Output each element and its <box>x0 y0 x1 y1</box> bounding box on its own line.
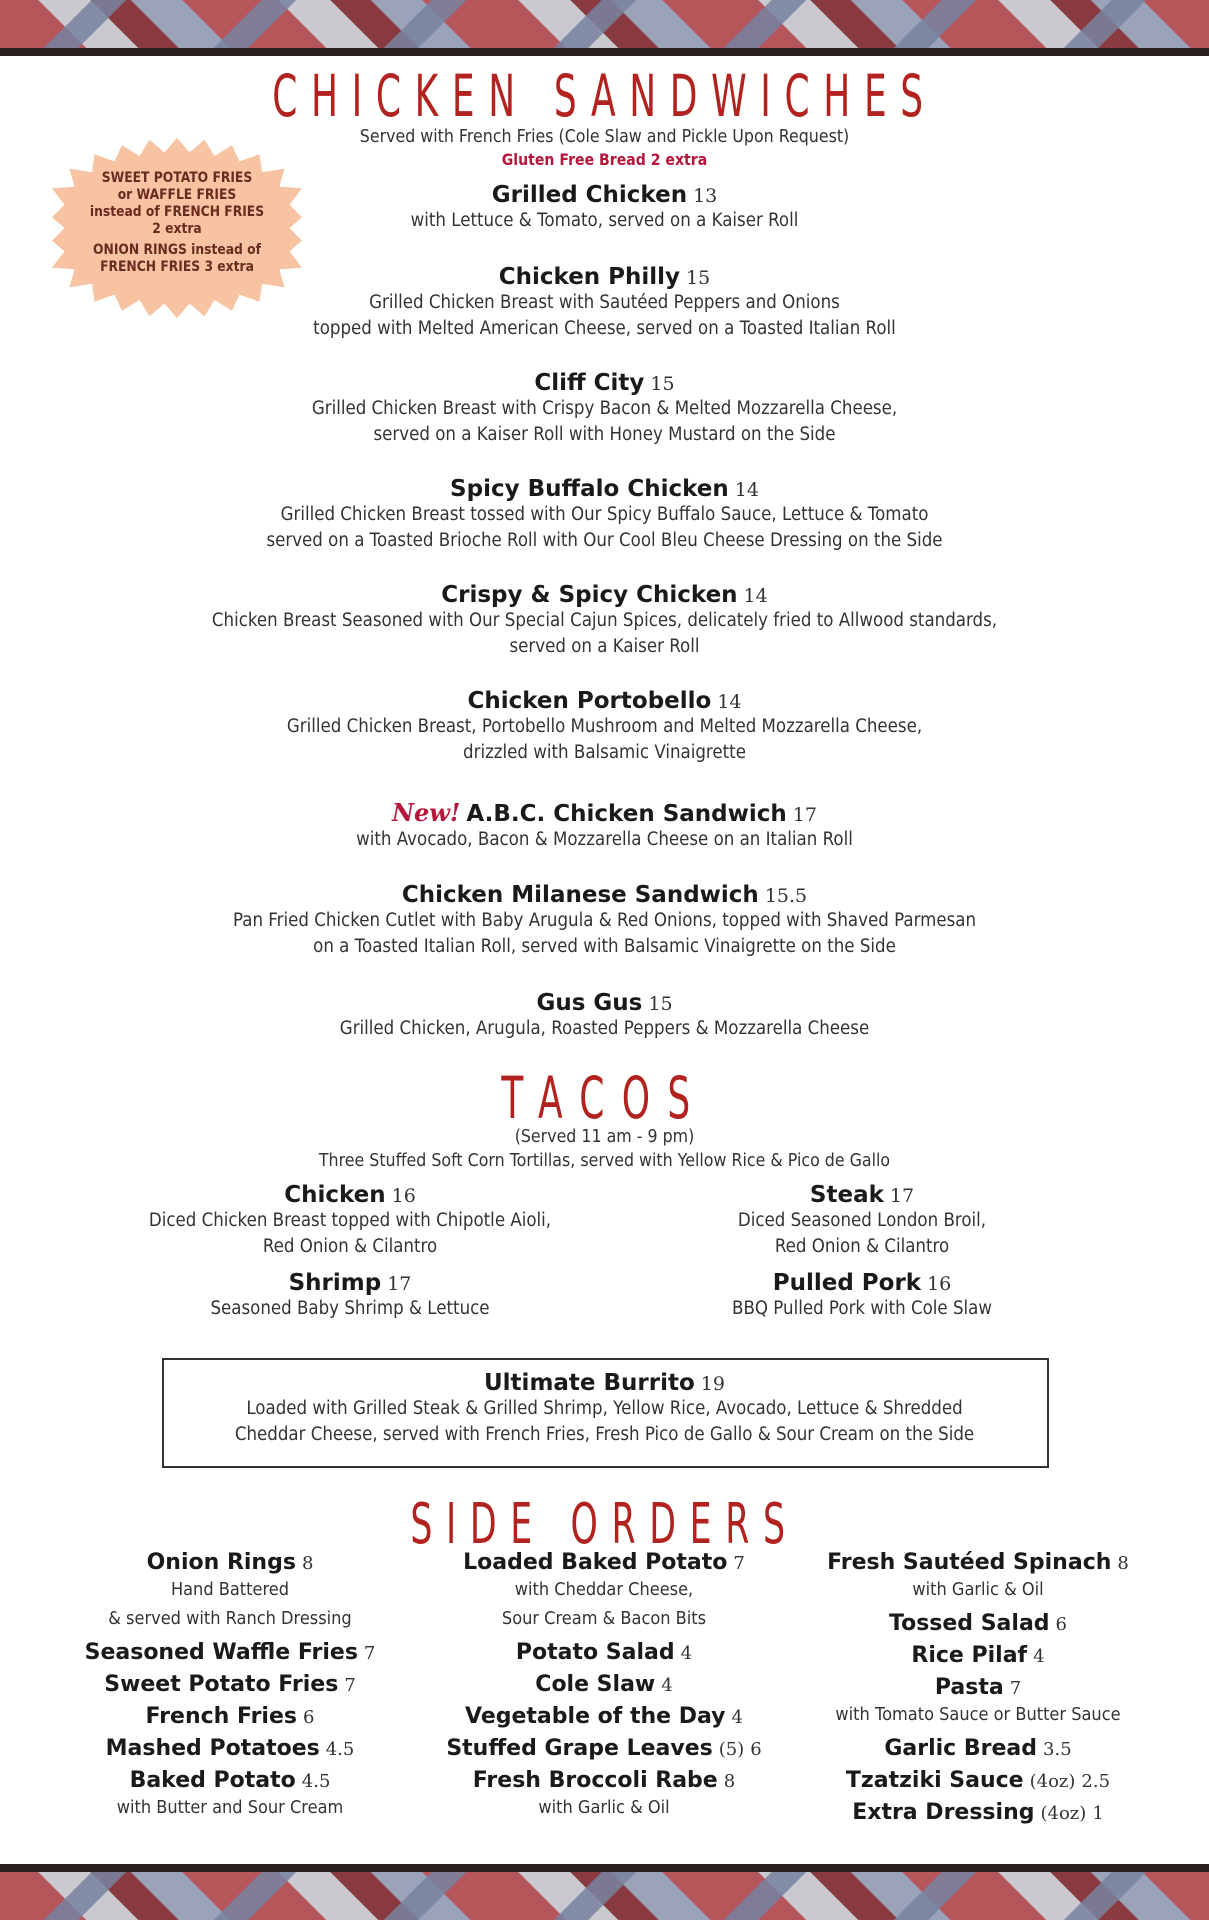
item-price: 8 <box>1117 1553 1129 1574</box>
gluten-free-note: Gluten Free Bread 2 extra <box>501 150 708 169</box>
item-name: Fresh Sautéed Spinach <box>827 1550 1112 1575</box>
item-price: 15 <box>686 267 711 289</box>
item-desc: with Garlic & Oil <box>912 1579 1044 1600</box>
item-name: Chicken Milanese Sandwich <box>401 882 759 908</box>
item-price: 3.5 <box>1043 1739 1072 1760</box>
side-item-stuffed-grape-leaves <box>414 1736 794 1761</box>
side-item-sweet-potato-fries <box>40 1672 420 1697</box>
item-price: 1 <box>1092 1803 1104 1824</box>
taco-item-steak <box>622 1182 1102 1260</box>
item-desc: drizzled with Balsamic Vinaigrette <box>463 742 746 763</box>
item-desc: Seasoned Baby Shrimp & Lettuce <box>210 1298 490 1319</box>
side-item-baked-potato <box>40 1768 420 1822</box>
item-price: 14 <box>743 585 768 607</box>
item-name: Ultimate Burrito <box>484 1370 695 1396</box>
item-price: 17 <box>387 1273 412 1295</box>
item-desc: with Lettuce & Tomato, served on a Kaiser Roll <box>410 210 799 231</box>
burst-line: SWEET POTATO FRIES <box>101 170 253 186</box>
side-orders-column-2 <box>414 1550 794 1829</box>
tacos-hours: (Served 11 am - 9 pm) <box>514 1126 695 1147</box>
item-name: Rice Pilaf <box>911 1643 1028 1668</box>
item-name: Crispy & Spicy Chicken <box>441 582 738 608</box>
item-name: Potato Salad <box>515 1640 675 1665</box>
item-price: 4.5 <box>325 1739 355 1760</box>
item-price: 16 <box>391 1185 416 1207</box>
chicken-sandwiches-title: CHICKEN SANDWICHES <box>272 62 937 130</box>
menu-item-abc-chicken-sandwich <box>100 798 1109 853</box>
burst-line: or WAFFLE FRIES <box>117 187 237 203</box>
burst-line: 2 extra <box>152 221 202 237</box>
taco-item-pulled-pork <box>622 1270 1102 1322</box>
burst-line: instead of FRENCH FRIES <box>89 204 265 220</box>
item-desc: Hand Battered <box>170 1579 290 1600</box>
item-name: Tossed Salad <box>889 1611 1050 1636</box>
side-item-pasta <box>788 1675 1168 1729</box>
item-desc: Diced Seasoned London Broil, <box>737 1210 987 1231</box>
item-desc: served on a Kaiser Roll with Honey Mustard on the Side <box>373 424 836 445</box>
item-price: 6 <box>303 1707 315 1728</box>
item-desc: topped with Melted American Cheese, served on a Toasted Italian Roll <box>313 318 896 339</box>
item-desc: Red Onion & Cilantro <box>774 1236 950 1257</box>
item-price: 17 <box>889 1185 915 1207</box>
item-qty: (4oz) <box>1040 1803 1087 1824</box>
side-item-extra-dressing <box>788 1800 1168 1825</box>
menu-item-grilled-chicken <box>100 182 1109 234</box>
item-qty: (4oz) <box>1029 1771 1076 1792</box>
side-item-french-fries <box>40 1704 420 1729</box>
item-name: Vegetable of the Day <box>465 1704 726 1729</box>
menu-item-cliff-city <box>100 370 1109 448</box>
item-desc: Grilled Chicken Breast with Crispy Bacon & Melted Mozzarella Cheese, <box>311 398 898 419</box>
item-name: Loaded Baked Potato <box>463 1550 728 1575</box>
menu-item-spicy-buffalo-chicken <box>100 476 1109 554</box>
item-price: 4 <box>680 1643 693 1664</box>
item-desc: Grilled Chicken Breast with Sautéed Peppers and Onions <box>369 292 840 313</box>
item-name: Baked Potato <box>129 1768 296 1793</box>
item-name: A.B.C. Chicken Sandwich <box>466 801 787 827</box>
item-desc: with Cheddar Cheese, <box>514 1579 694 1600</box>
item-name: Cliff City <box>534 370 645 396</box>
item-price: 13 <box>693 185 718 207</box>
item-price: 16 <box>927 1273 952 1295</box>
item-name: French Fries <box>145 1704 297 1729</box>
chicken-subtitle: Served with French Fries (Cole Slaw and Pickle Upon Request) <box>359 126 850 147</box>
side-orders-column-3 <box>788 1550 1168 1832</box>
item-desc: Red Onion & Cilantro <box>262 1236 438 1257</box>
menu-item-chicken-milanese <box>100 882 1109 960</box>
item-desc: & served with Ranch Dressing <box>108 1608 352 1629</box>
menu-item-crispy-spicy-chicken <box>100 582 1109 660</box>
item-desc: served on a Kaiser Roll <box>509 636 700 657</box>
item-name: Spicy Buffalo Chicken <box>450 476 729 502</box>
item-desc: Grilled Chicken Breast tossed with Our Spicy Buffalo Sauce, Lettuce & Tomato <box>280 504 929 525</box>
tacos-title: TACOS <box>501 1064 708 1132</box>
item-name: Sweet Potato Fries <box>104 1672 339 1697</box>
side-item-vegetable-of-the-day <box>414 1704 794 1729</box>
item-name: Mashed Potatoes <box>105 1736 320 1761</box>
item-name: Steak <box>809 1182 884 1208</box>
taco-item-shrimp <box>110 1270 590 1322</box>
item-name: Chicken Portobello <box>467 688 712 714</box>
item-name: Onion Rings <box>146 1550 296 1575</box>
item-name: Shrimp <box>288 1270 382 1296</box>
menu-item-chicken-portobello <box>100 688 1109 766</box>
item-price: 4.5 <box>301 1771 331 1792</box>
item-price: 4 <box>1033 1646 1045 1667</box>
side-item-tzatziki-sauce <box>788 1768 1168 1793</box>
item-desc: on a Toasted Italian Roll, served with Balsamic Vinaigrette on the Side <box>313 936 896 957</box>
menu-item-gus-gus <box>100 990 1109 1042</box>
item-price: 17 <box>792 804 817 826</box>
item-desc: with Butter and Sour Cream <box>116 1797 344 1818</box>
item-price: 6 <box>750 1739 762 1760</box>
side-orders-title: SIDE ORDERS <box>410 1492 799 1557</box>
item-price: 2.5 <box>1081 1771 1111 1792</box>
item-desc: Loaded with Grilled Steak & Grilled Shrimp, Yellow Rice, Avocado, Lettuce & Shredded <box>246 1398 963 1419</box>
item-desc: Chicken Breast Seasoned with Our Special Cajun Spices, delicately fried to Allwood standards, <box>211 610 998 631</box>
tacos-subtitle: Three Stuffed Soft Corn Tortillas, served with Yellow Rice & Pico de Gallo <box>318 1150 891 1171</box>
item-price: 4 <box>731 1707 743 1728</box>
item-desc: Pan Fried Chicken Cutlet with Baby Arugula & Red Onions, topped with Shaved Parmesan <box>232 910 977 931</box>
item-price: 14 <box>734 479 759 501</box>
item-name: Pasta <box>934 1675 1004 1700</box>
item-price: 8 <box>723 1771 736 1792</box>
item-desc: Diced Chicken Breast topped with Chipotle Aioli, <box>148 1210 552 1231</box>
item-price: 4 <box>661 1675 673 1696</box>
burst-line: ONION RINGS instead of <box>93 242 261 258</box>
top-decorative-band <box>0 0 1209 56</box>
new-badge: New! <box>392 798 461 827</box>
item-price: 19 <box>700 1373 725 1395</box>
item-name: Grilled Chicken <box>491 182 688 208</box>
side-item-cole-slaw <box>414 1672 794 1697</box>
item-desc: with Avocado, Bacon & Mozzarella Cheese on an Italian Roll <box>356 829 853 850</box>
item-price: 15 <box>648 993 673 1015</box>
menu-item-chicken-philly <box>100 264 1109 342</box>
item-desc: Sour Cream & Bacon Bits <box>501 1608 707 1629</box>
item-qty: (5) <box>718 1739 745 1760</box>
item-price: 7 <box>1009 1678 1022 1699</box>
side-item-seasoned-waffle-fries <box>40 1640 420 1665</box>
side-item-loaded-baked-potato <box>414 1550 794 1633</box>
side-item-garlic-bread <box>788 1736 1168 1761</box>
item-name: Tzatziki Sauce <box>845 1768 1024 1793</box>
item-price: 8 <box>301 1553 314 1574</box>
side-orders-column-1 <box>40 1550 420 1829</box>
side-item-potato-salad <box>414 1640 794 1665</box>
item-price: 14 <box>717 691 742 713</box>
item-desc: with Tomato Sauce or Butter Sauce <box>835 1704 1121 1725</box>
item-desc: Cheddar Cheese, served with French Fries, Fresh Pico de Gallo & Sour Cream on the Side <box>234 1424 975 1445</box>
side-item-fresh-broccoli-rabe <box>414 1768 794 1822</box>
item-name: Chicken Philly <box>498 264 681 290</box>
side-item-onion-rings <box>40 1550 420 1633</box>
item-name: Chicken <box>284 1182 386 1208</box>
side-item-rice-pilaf <box>788 1643 1168 1668</box>
item-desc: served on a Toasted Brioche Roll with Our Cool Bleu Cheese Dressing on the Side <box>266 530 943 551</box>
burst-line: FRENCH FRIES 3 extra <box>100 259 254 275</box>
item-name: Garlic Bread <box>884 1736 1038 1761</box>
item-price: 7 <box>733 1553 745 1574</box>
item-desc: Grilled Chicken Breast, Portobello Mushroom and Melted Mozzarella Cheese, <box>286 716 923 737</box>
item-price: 7 <box>363 1643 376 1664</box>
menu-item-ultimate-burrito <box>100 1370 1109 1448</box>
side-item-fresh-sauteed-spinach <box>788 1550 1168 1604</box>
bottom-decorative-band <box>0 1864 1209 1920</box>
item-name: Extra Dressing <box>852 1800 1035 1825</box>
item-name: Gus Gus <box>536 990 643 1016</box>
taco-item-chicken <box>110 1182 590 1260</box>
item-name: Seasoned Waffle Fries <box>84 1640 358 1665</box>
item-price: 7 <box>344 1675 356 1696</box>
item-name: Cole Slaw <box>535 1672 656 1697</box>
item-price: 6 <box>1055 1614 1067 1635</box>
side-item-tossed-salad <box>788 1611 1168 1636</box>
item-desc: Grilled Chicken, Arugula, Roasted Peppers & Mozzarella Cheese <box>339 1018 870 1039</box>
item-name: Fresh Broccoli Rabe <box>472 1768 718 1793</box>
item-name: Pulled Pork <box>772 1270 922 1296</box>
item-desc: BBQ Pulled Pork with Cole Slaw <box>732 1298 992 1319</box>
item-name: Stuffed Grape Leaves <box>446 1736 713 1761</box>
side-item-mashed-potatoes <box>40 1736 420 1761</box>
item-price: 15.5 <box>764 885 808 907</box>
item-desc: with Garlic & Oil <box>538 1797 670 1818</box>
item-price: 15 <box>650 373 675 395</box>
